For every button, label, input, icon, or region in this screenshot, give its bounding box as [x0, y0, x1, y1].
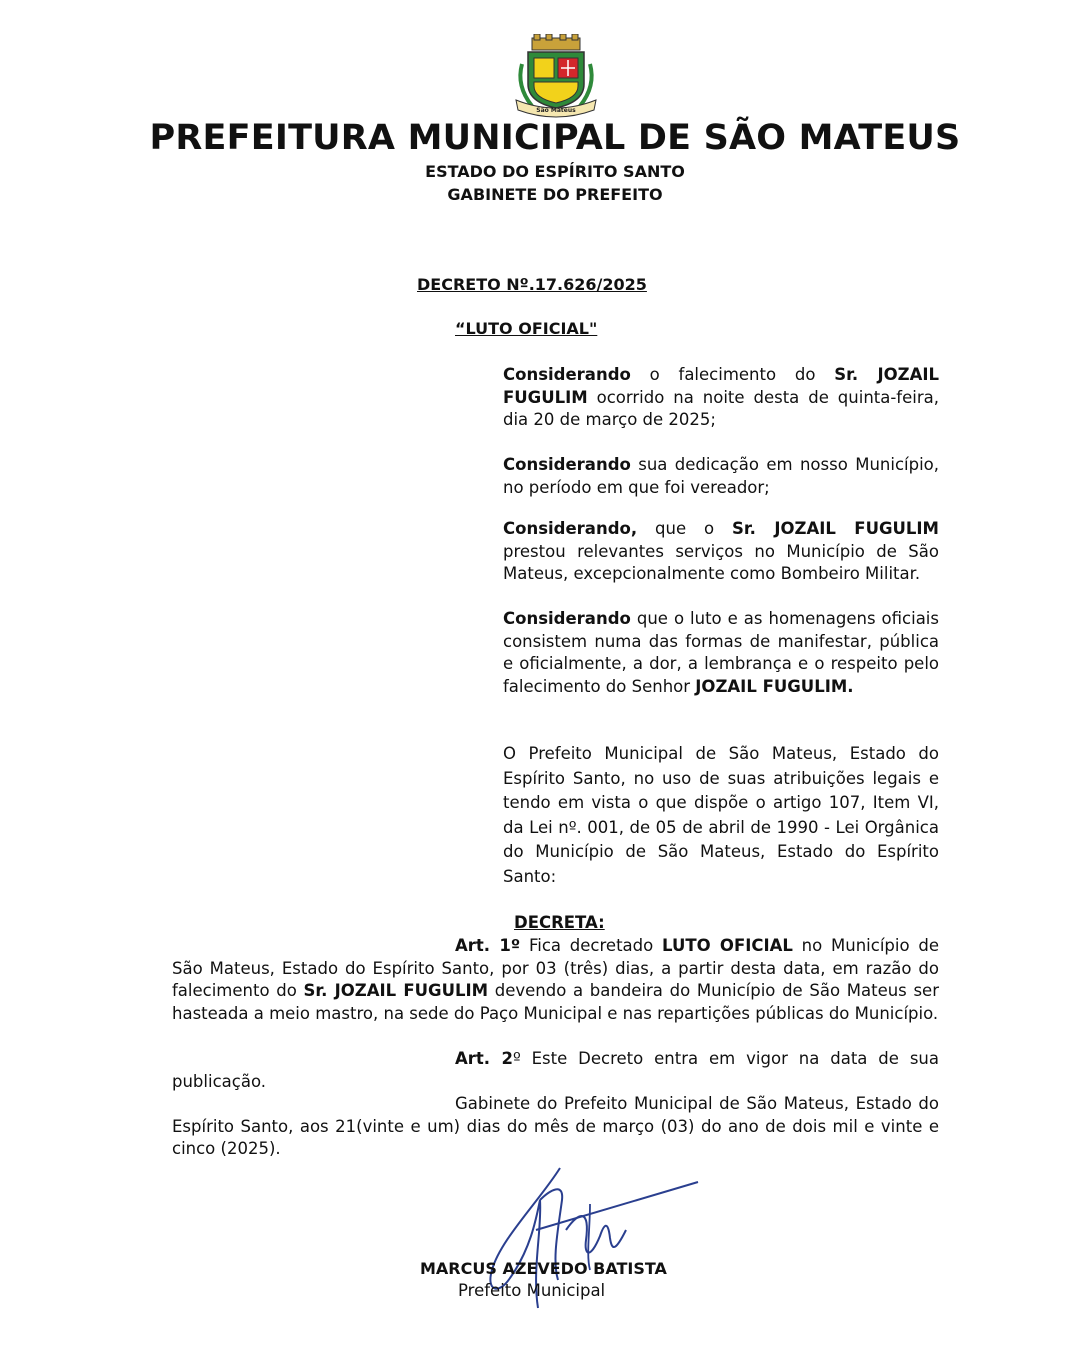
- consideration-1: [503, 364, 939, 432]
- consideration-text: que o: [637, 519, 732, 538]
- deceased-name: Sr. JOZAIL FUGULIM: [503, 365, 940, 407]
- preamble-paragraph: O Prefeito Municipal de São Mateus, Estado do Espírito Santo, no uso de suas atribuições legais e tendo em vista o que dispõe o artigo 107, Item VI, da Lei nº. 001, de 05 de abril de 1990 - Lei Orgânica do Município de São Mateus, Estado do Espírito Santo:: [503, 744, 939, 886]
- article-text: no Município de São Mateus, Estado do Espírito Santo, por 03 (três) dias, a partir desta data, em razão do falecimento do: [172, 936, 939, 1000]
- signer-role: Prefeito Municipal: [458, 1281, 606, 1300]
- consideration-text: sua dedicação em nosso Município, no período em que foi vereador;: [503, 455, 939, 497]
- article-2: [172, 1048, 939, 1093]
- closing-paragraph: Gabinete do Prefeito Municipal de São Mateus, Estado do Espírito Santo, aos 21(vinte e um) dias do mês de março (03) do ano de dois mil e vinte e cinco (2025).: [172, 1094, 939, 1158]
- article-1: [172, 935, 939, 1025]
- consideration-text: o falecimento do: [630, 365, 835, 384]
- consideration-3: [503, 518, 939, 586]
- consideration-lead: Considerando: [503, 455, 631, 474]
- state-subtitle: ESTADO DO ESPÍRITO SANTO: [425, 162, 685, 181]
- deceased-name: Sr. JOZAIL FUGULIM: [732, 519, 939, 538]
- decree-subject: “LUTO OFICIAL": [455, 319, 598, 338]
- crest-ribbon-label: São Mateus: [536, 107, 576, 114]
- article-text: Fica decretado: [520, 936, 663, 955]
- consideration-lead: Considerando: [503, 609, 631, 628]
- office-subtitle: GABINETE DO PREFEITO: [447, 185, 663, 204]
- coat-of-arms-icon: [512, 34, 600, 120]
- article-emphasis: LUTO OFICIAL: [662, 936, 793, 955]
- consideration-text: prestou relevantes serviços no Município de São Mateus, excepcionalmente como Bombeiro Militar.: [503, 541, 939, 583]
- municipality-title: PREFEITURA MUNICIPAL DE SÃO MATEUS: [149, 118, 961, 158]
- decree-number: DECRETO Nº.17.626/2025: [417, 275, 647, 294]
- decreta-heading: DECRETA:: [514, 913, 605, 932]
- deceased-name: JOZAIL FUGULIM.: [695, 676, 854, 696]
- consideration-lead: Considerando: [503, 365, 631, 384]
- consideration-text: que o luto e as homenagens oficiais consistem numa das formas de manifestar, pública e oficialmente, a dor, a lembrança e o respeito pelo falecimento do Senhor: [503, 609, 939, 696]
- article-text: devendo a bandeira do Município de São Mateus ser hasteada a meio mastro, na sede do Paço Municipal e nas repartições públicas do Município.: [172, 981, 939, 1023]
- article-label: Art. 1º: [455, 936, 521, 955]
- article-label: Art. 2: [455, 1049, 513, 1068]
- deceased-name: Sr. JOZAIL FUGULIM: [303, 981, 489, 1000]
- article-degree-sign: º: [512, 1049, 521, 1068]
- consideration-2: [503, 454, 939, 499]
- signer-name: MARCUS AZEVEDO BATISTA: [420, 1259, 667, 1278]
- consideration-text: ocorrido na noite desta de quinta-feira, dia 20 de março de 2025;: [503, 387, 939, 429]
- consideration-lead: Considerando,: [503, 519, 638, 538]
- article-text: Este Decreto entra em vigor na data de sua publicação.: [172, 1049, 939, 1091]
- consideration-4: [503, 608, 939, 698]
